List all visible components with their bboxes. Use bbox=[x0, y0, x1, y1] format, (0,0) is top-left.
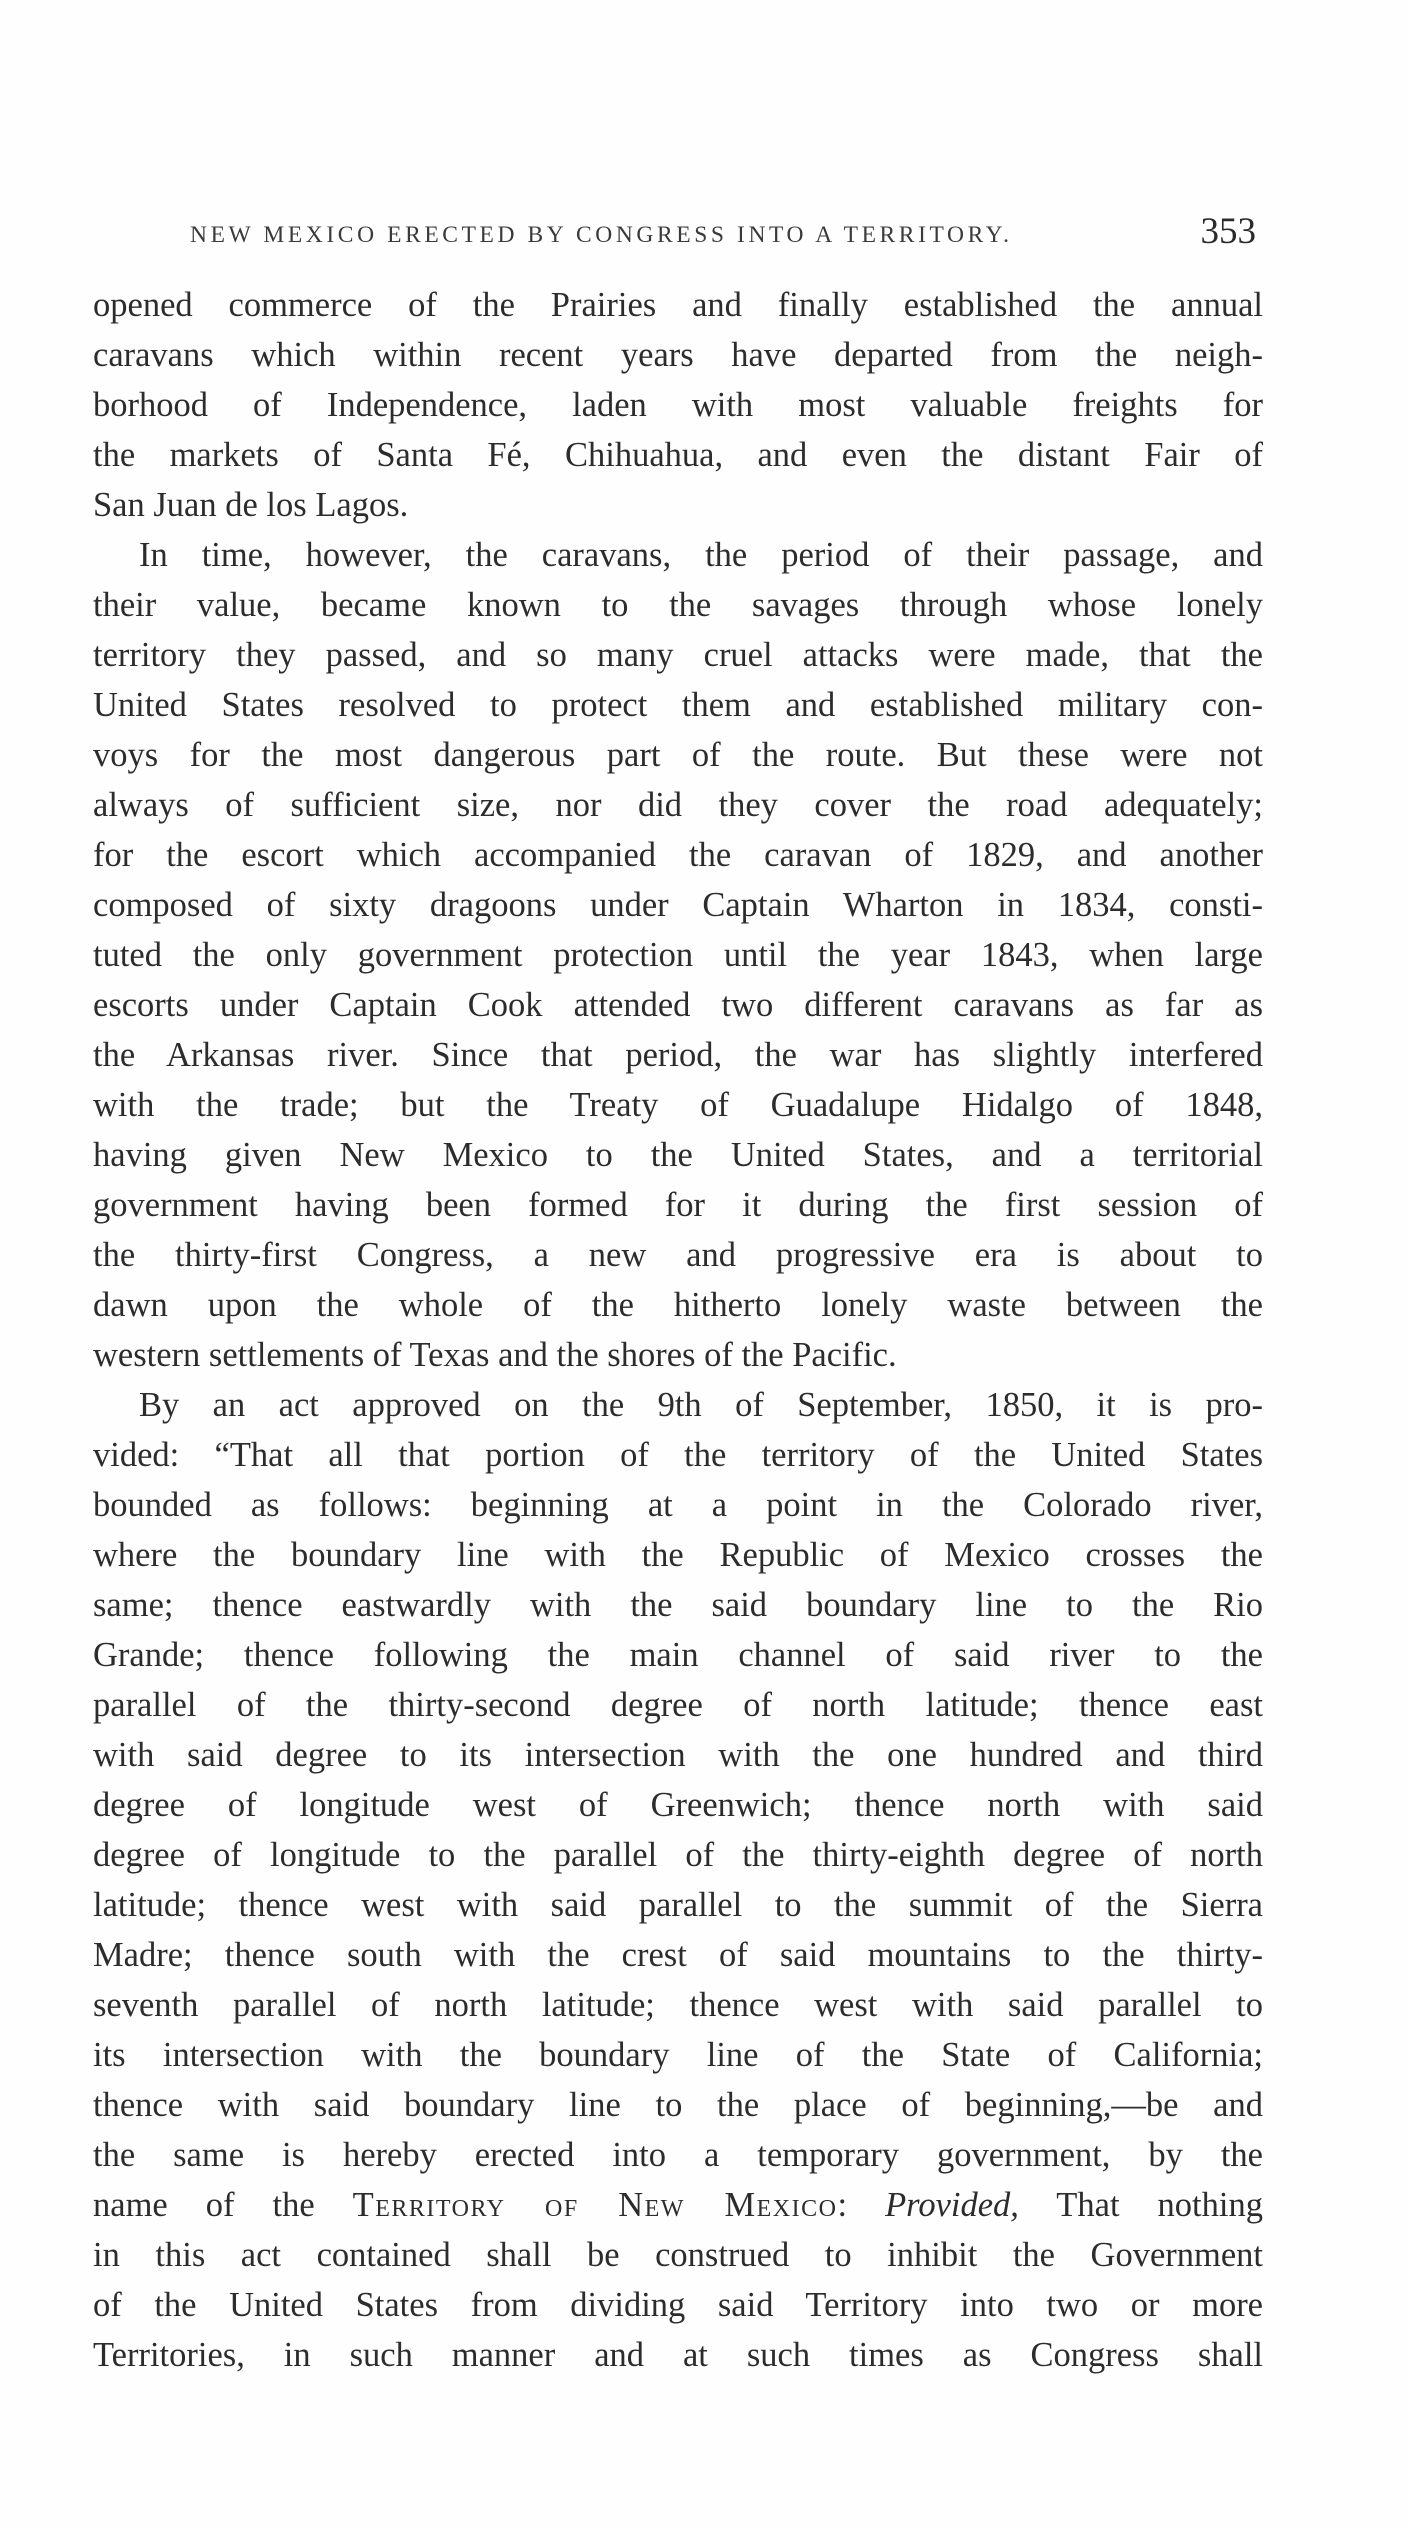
text-line: borhood of Independence, laden with most valuable freights for bbox=[93, 386, 1263, 424]
text-line: vided: “That all that portion of the territory of the United States bbox=[93, 1436, 1263, 1474]
text-line: thence with said boundary line to the place of beginning,—be and bbox=[93, 2086, 1263, 2124]
text-line: Territories, in such manner and at such times as Congress shall bbox=[93, 2336, 1263, 2374]
text-line: the markets of Santa Fé, Chihuahua, and even the distant Fair of bbox=[93, 436, 1263, 474]
text-line: seventh parallel of north latitude; thence west with said parallel to bbox=[93, 1986, 1263, 2024]
text-line: where the boundary line with the Republic of Mexico crosses the bbox=[93, 1536, 1263, 1574]
line-segment: : bbox=[837, 2186, 886, 2224]
text-line: having given New Mexico to the United States, and a territorial bbox=[93, 1136, 1263, 1174]
text-line: composed of sixty dragoons under Captain Wharton in 1834, consti- bbox=[93, 886, 1263, 924]
text-line: its intersection with the boundary line of the State of California; bbox=[93, 2036, 1263, 2074]
text-line: United States resolved to protect them and established military con- bbox=[93, 686, 1263, 724]
text-line: dawn upon the whole of the hitherto lonely waste between the bbox=[93, 1286, 1263, 1324]
text-line: the thirty-first Congress, a new and progressive era is about to bbox=[93, 1236, 1263, 1274]
running-title: NEW MEXICO ERECTED BY CONGRESS INTO A TERRITORY. bbox=[190, 222, 1013, 248]
text-line: escorts under Captain Cook attended two different caravans as far as bbox=[93, 986, 1263, 1024]
text-line: in this act contained shall be construed to inhibit the Government bbox=[93, 2236, 1263, 2274]
text-line: degree of longitude west of Greenwich; thence north with said bbox=[93, 1786, 1263, 1824]
provided-italic: Provided, bbox=[885, 2186, 1019, 2224]
text-line: the same is hereby erected into a temporary government, by the bbox=[93, 2136, 1263, 2174]
text-line: with the trade; but the Treaty of Guadalupe Hidalgo of 1848, bbox=[93, 1086, 1263, 1124]
text-line: parallel of the thirty-second degree of north latitude; thence east bbox=[93, 1686, 1263, 1724]
text-line: always of sufficient size, nor did they cover the road adequately; bbox=[93, 786, 1263, 824]
text-line: opened commerce of the Prairies and finally established the annual bbox=[93, 286, 1263, 324]
text-line: for the escort which accompanied the caravan of 1829, and another bbox=[93, 836, 1263, 874]
text-line: government having been formed for it during the first session of bbox=[93, 1186, 1263, 1224]
text-line: their value, became known to the savages through whose lonely bbox=[93, 586, 1263, 624]
text-line: By an act approved on the 9th of September, 1850, it is pro- bbox=[139, 1386, 1263, 1424]
text-line: Madre; thence south with the crest of said mountains to the thirty- bbox=[93, 1936, 1263, 1974]
line-segment: name of the bbox=[93, 2186, 353, 2224]
text-line: of the United States from dividing said Territory into two or more bbox=[93, 2286, 1263, 2324]
body-text bbox=[93, 280, 1263, 2380]
text-line: with said degree to its intersection with the one hundred and third bbox=[93, 1736, 1263, 1774]
text-line: tuted the only government protection until the year 1843, when large bbox=[93, 936, 1263, 974]
territory-name-small-caps: Territory of New Mexico bbox=[352, 2186, 838, 2224]
text-line: bounded as follows: beginning at a point in the Colorado river, bbox=[93, 1486, 1263, 1524]
text-line: Grande; thence following the main channel of said river to the bbox=[93, 1636, 1263, 1674]
text-line: voys for the most dangerous part of the route. But these were not bbox=[93, 736, 1263, 774]
running-head bbox=[180, 208, 1258, 258]
text-line: same; thence eastwardly with the said boundary line to the Rio bbox=[93, 1586, 1263, 1624]
text-line: In time, however, the caravans, the period of their passage, and bbox=[139, 536, 1263, 574]
text-line bbox=[93, 2180, 1263, 2230]
text-line: latitude; thence west with said parallel to the summit of the Sierra bbox=[93, 1886, 1263, 1924]
text-line: the Arkansas river. Since that period, the war has slightly interfered bbox=[93, 1036, 1263, 1074]
text-line: degree of longitude to the parallel of the thirty-eighth degree of north bbox=[93, 1836, 1263, 1874]
text-line: western settlements of Texas and the shores of the Pacific. bbox=[93, 1336, 897, 1374]
page-number: 353 bbox=[1200, 211, 1256, 252]
line-segment: That nothing bbox=[1018, 2186, 1263, 2224]
text-line: territory they passed, and so many cruel attacks were made, that the bbox=[93, 636, 1263, 674]
text-line: caravans which within recent years have departed from the neigh- bbox=[93, 336, 1263, 374]
text-line: San Juan de los Lagos. bbox=[93, 486, 409, 524]
